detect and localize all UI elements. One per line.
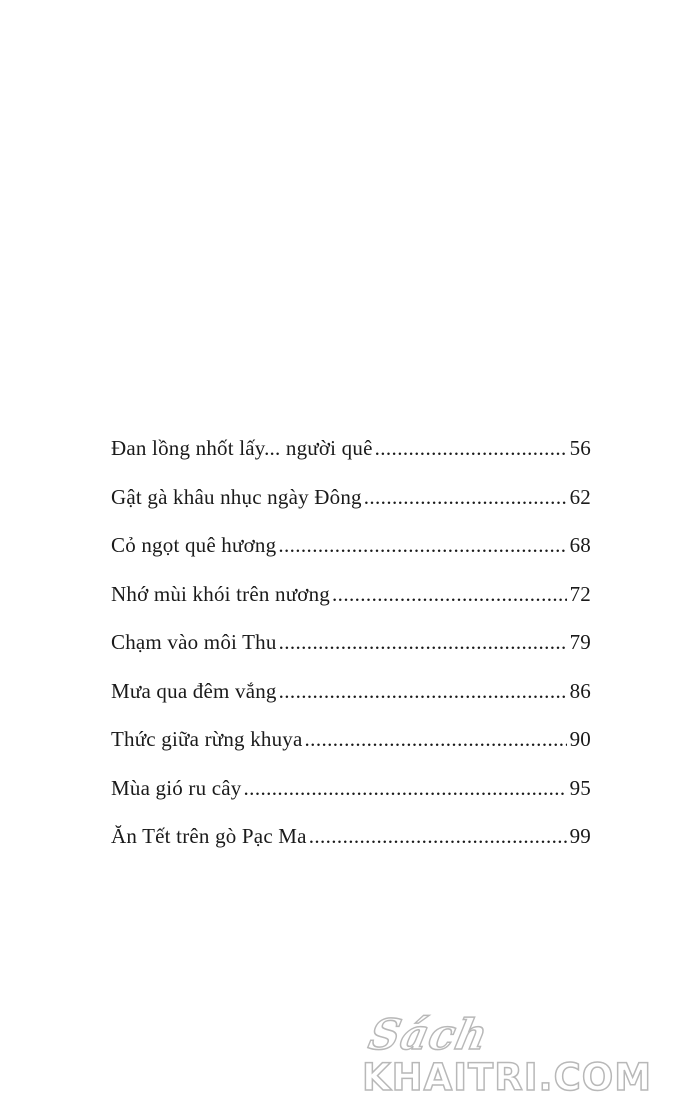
- toc-entry[interactable]: [111, 776, 591, 825]
- site-watermark-logo: [362, 1010, 687, 1105]
- toc-entry-page: 68: [569, 533, 591, 557]
- toc-entry-page: 95: [569, 775, 591, 800]
- toc-entry[interactable]: [111, 582, 591, 631]
- toc-leader-dots: [244, 778, 567, 799]
- toc-leader-dots: [279, 681, 567, 702]
- toc-leader-dots: [278, 535, 566, 556]
- toc-entry-page: 86: [569, 678, 591, 703]
- toc-entry-title: Đan lồng nhốt lấy... người quê: [111, 436, 373, 460]
- toc-entry-title: Gật gà khâu nhục ngày Đông: [111, 484, 362, 509]
- toc-entry[interactable]: [111, 485, 591, 534]
- toc-leader-dots: [375, 438, 567, 459]
- toc-entry-page: 90: [569, 727, 591, 751]
- toc-entry-page: 99: [569, 824, 591, 848]
- toc-entry-title: Ăn Tết trên gò Pạc Ma: [111, 824, 307, 848]
- toc-entry-page: 79: [569, 630, 591, 654]
- toc-leader-dots: [332, 584, 567, 605]
- toc-entry-title: Chạm vào môi Thu: [111, 630, 277, 654]
- toc-entry-title: Mùa gió ru cây: [111, 775, 242, 800]
- toc-entry[interactable]: [111, 630, 591, 679]
- toc-entry-title: Cỏ ngọt quê hương: [111, 533, 277, 557]
- toc-leader-dots: [364, 487, 567, 508]
- toc-entry-title: Thức giữa rừng khuya: [111, 727, 303, 751]
- toc-entry[interactable]: [111, 679, 591, 728]
- toc-entry[interactable]: [111, 727, 591, 776]
- toc-entry[interactable]: [111, 533, 591, 582]
- toc-entry-title: Mưa qua đêm vắng: [111, 678, 277, 703]
- toc-leader-dots: [279, 632, 567, 653]
- toc-entry[interactable]: [111, 436, 591, 485]
- watermark-script-text: Sách: [364, 1010, 493, 1059]
- toc-leader-dots: [305, 729, 567, 750]
- toc-entry-page: 72: [569, 581, 591, 606]
- toc-entry[interactable]: [111, 824, 591, 873]
- toc-entry-page: 56: [569, 436, 591, 460]
- toc-leader-dots: [309, 826, 567, 847]
- table-of-contents: [111, 436, 591, 873]
- watermark-brand-text: KHAITRI.COM: [362, 1056, 653, 1099]
- toc-entry-page: 62: [569, 484, 591, 509]
- toc-entry-title: Nhớ mùi khói trên nương: [111, 581, 331, 606]
